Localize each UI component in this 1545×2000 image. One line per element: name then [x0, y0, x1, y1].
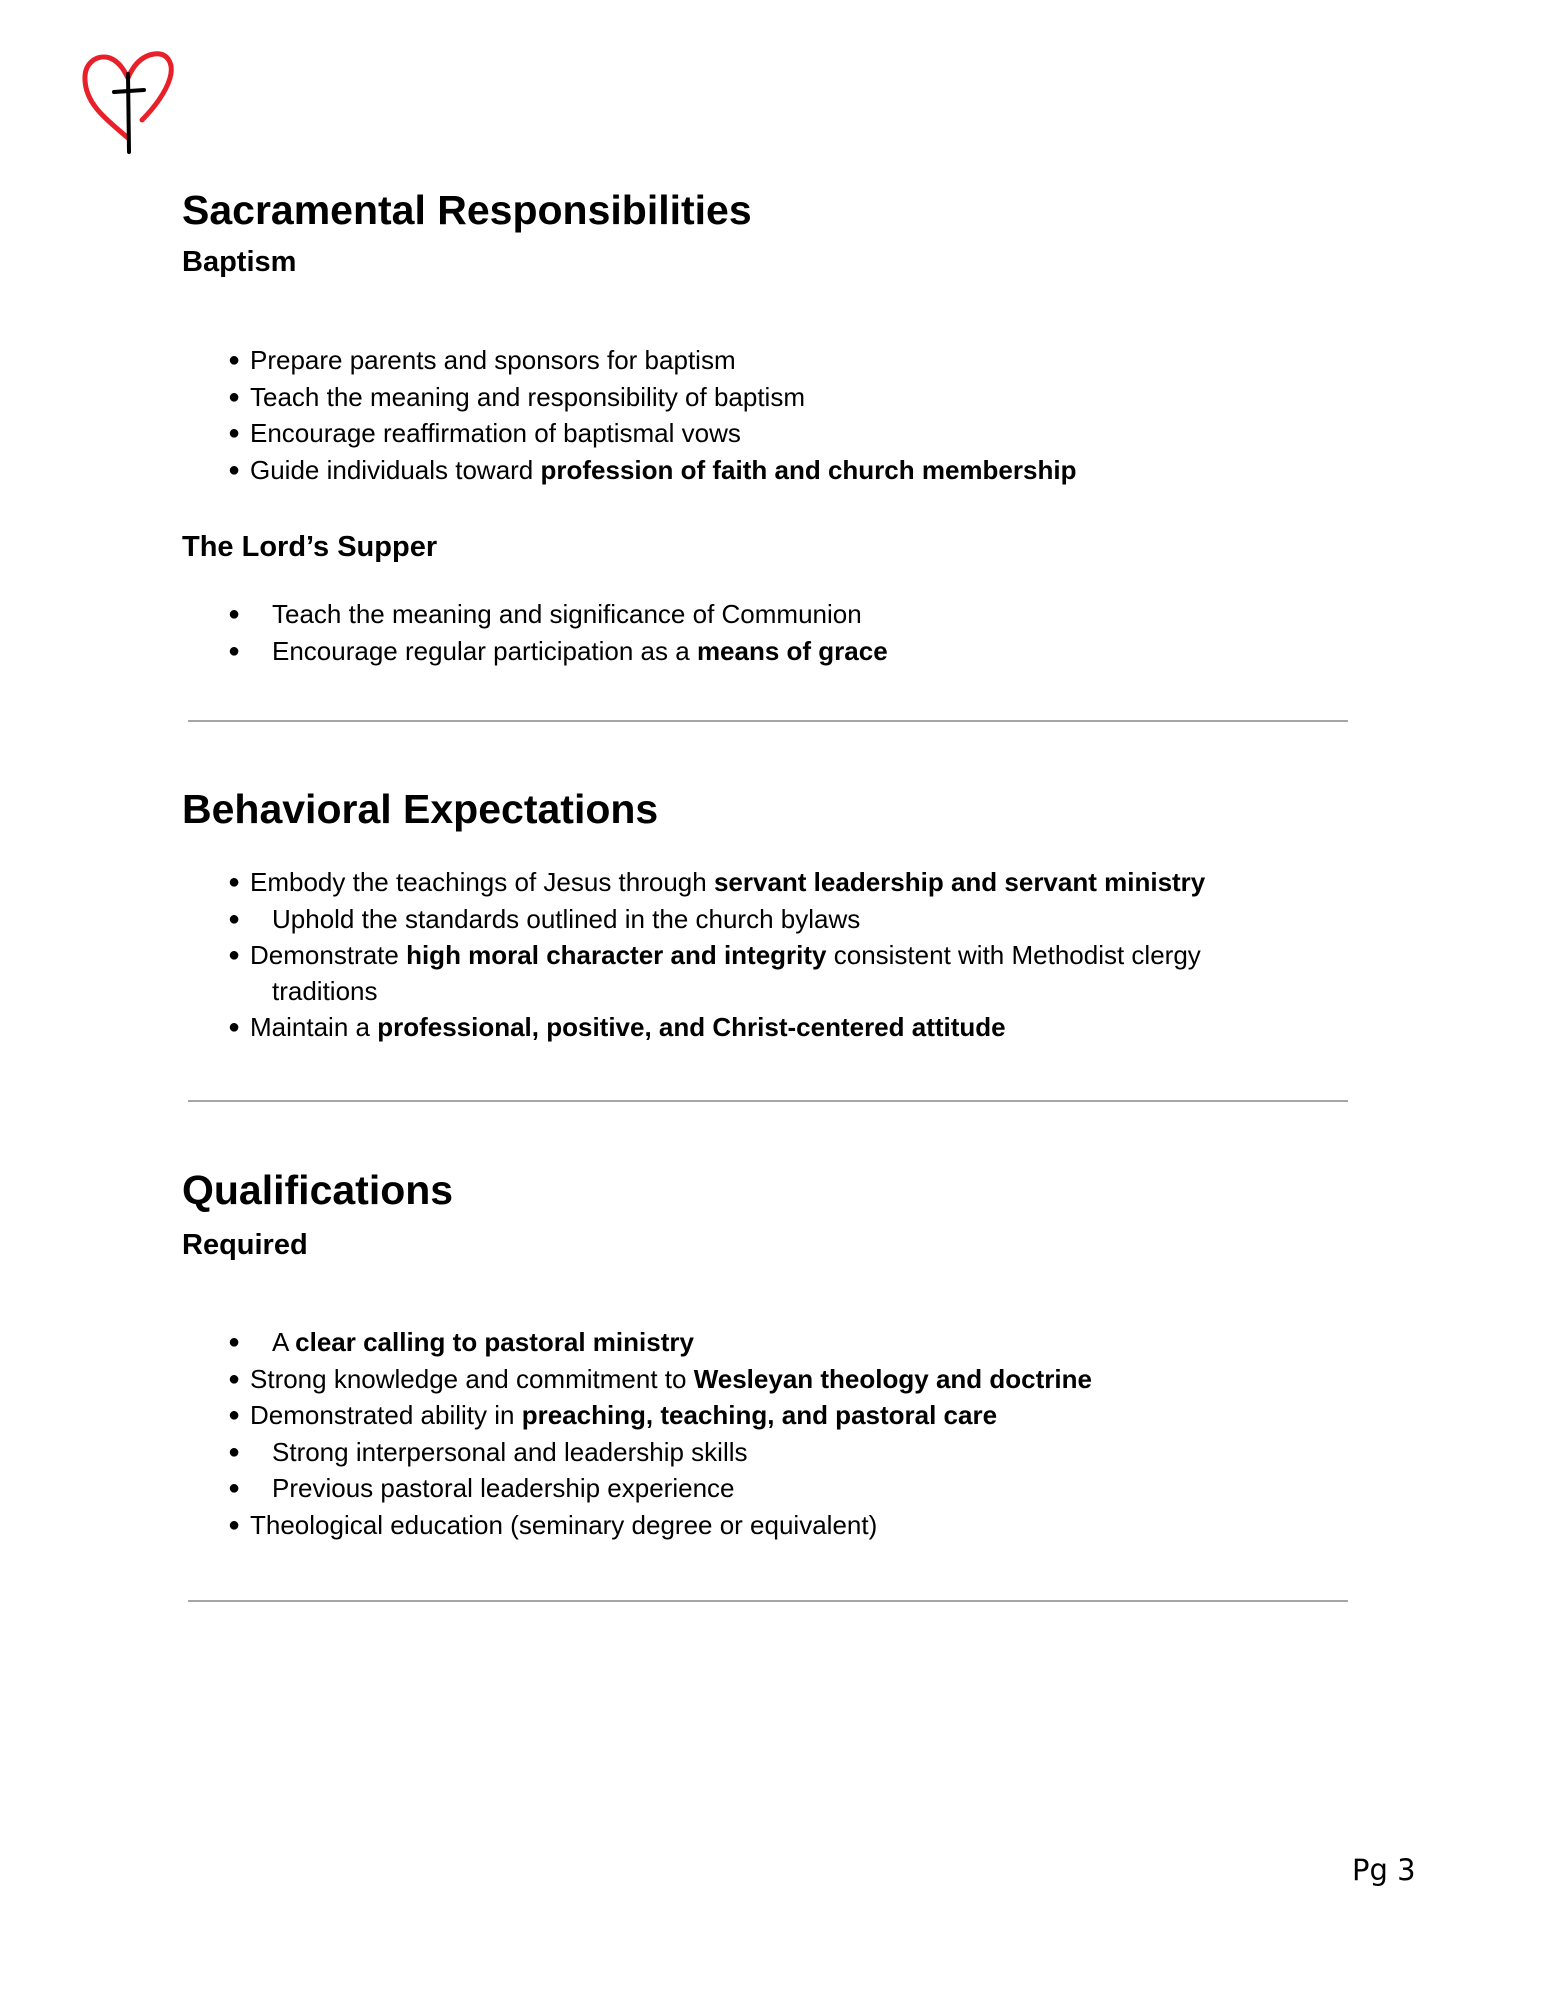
- item-bold-text: professional, positive, and Christ-centered attitude: [377, 1012, 1006, 1042]
- item-text: Demonstrated ability in: [250, 1400, 522, 1430]
- item-bold-text: preaching, teaching, and pastoral care: [521, 1400, 998, 1430]
- item-text: Theological education (seminary degree or equivalent): [250, 1509, 878, 1540]
- item-continuation: traditions: [272, 976, 378, 1006]
- list-item: [228, 1009, 1328, 1046]
- list-item: [228, 901, 1328, 938]
- item-text: Prepare parents and sponsors for baptism: [250, 345, 736, 375]
- cross-vertical: [128, 74, 129, 152]
- item-text: Teach the meaning and significance of Communion: [272, 599, 862, 629]
- baptism-list: [228, 342, 1328, 488]
- bullet-icon: ●: [228, 422, 241, 444]
- item-text: Embody the teachings of Jesus through: [250, 867, 714, 897]
- cross-horizontal: [114, 90, 144, 92]
- list-item: [228, 596, 1328, 633]
- list-item: [228, 342, 1328, 379]
- item-text: Demonstrate: [250, 940, 407, 970]
- list-item: [228, 937, 1280, 1009]
- section-divider: [188, 1100, 1348, 1102]
- item-text: Encourage reaffirmation of baptismal vows: [250, 418, 741, 448]
- item-text: A: [272, 1327, 296, 1357]
- bullet-icon: ●: [228, 1367, 241, 1390]
- item-bold-text: clear calling to pastoral ministry: [295, 1327, 694, 1357]
- item-bold-text: Wesleyan theology and doctrine: [693, 1363, 1092, 1394]
- behavioral-list: [228, 864, 1328, 1046]
- bullet-icon: ●: [228, 1016, 241, 1038]
- item-bold-text: high moral character and integrity: [406, 940, 827, 970]
- bullet-icon: ●: [228, 385, 241, 408]
- list-item: [228, 1470, 1328, 1507]
- qualifications-list: [228, 1324, 1328, 1543]
- bullet-icon: ●: [228, 1513, 241, 1536]
- bullet-icon: ●: [228, 458, 241, 481]
- logo-graphic: [80, 50, 176, 154]
- bullet-icon: ●: [228, 603, 241, 625]
- lords-supper-heading: The Lord’s Supper: [182, 531, 438, 563]
- item-text: Encourage regular participation as a: [272, 635, 697, 666]
- bullet-icon: ●: [228, 871, 241, 893]
- list-item: [228, 633, 1328, 670]
- item-text: Strong interpersonal and leadership skills: [272, 1436, 748, 1467]
- bullet-icon: ●: [228, 1440, 241, 1463]
- item-bold-text: means of grace: [696, 635, 888, 666]
- list-item: [228, 452, 1328, 489]
- qualifications-title: Qualifications: [182, 1167, 454, 1213]
- list-item: [228, 1324, 1328, 1361]
- list-item: [228, 1361, 1328, 1398]
- sacramental-title: Sacramental Responsibilities: [182, 187, 752, 233]
- bullet-icon: ●: [228, 944, 241, 966]
- item-bold-text: profession of faith and church membership: [540, 454, 1077, 485]
- item-text-after: consistent with Methodist clergy: [826, 940, 1201, 970]
- list-item: [228, 864, 1328, 901]
- bullet-icon: ●: [228, 639, 241, 662]
- list-item: [228, 1434, 1328, 1471]
- lords-supper-list: [228, 596, 1328, 669]
- list-item: [228, 1507, 1328, 1544]
- list-item: [228, 379, 1328, 416]
- item-text: Teach the meaning and responsibility of baptism: [250, 381, 805, 412]
- item-text: Guide individuals toward: [250, 454, 541, 485]
- behavioral-title: Behavioral Expectations: [182, 786, 659, 832]
- item-bold-text: servant leadership and servant ministry: [713, 867, 1206, 897]
- section-divider: [188, 1600, 1348, 1602]
- section-divider: [188, 720, 1348, 722]
- bullet-icon: ●: [228, 1404, 241, 1426]
- page-number: Pg 3: [1352, 1853, 1416, 1887]
- item-text: Strong knowledge and commitment to: [250, 1363, 694, 1394]
- item-text: Maintain a: [250, 1012, 378, 1042]
- baptism-heading: Baptism: [182, 246, 297, 278]
- required-heading: Required: [182, 1229, 308, 1261]
- list-item: [228, 415, 1328, 452]
- bullet-icon: ●: [228, 349, 241, 371]
- item-text: Previous pastoral leadership experience: [272, 1473, 735, 1503]
- item-text: Uphold the standards outlined in the church bylaws: [272, 903, 861, 934]
- bullet-icon: ●: [228, 907, 241, 930]
- heart-cross-icon: [80, 50, 176, 154]
- bullet-icon: ●: [228, 1331, 241, 1353]
- list-item: [228, 1397, 1328, 1434]
- bullet-icon: ●: [228, 1477, 241, 1499]
